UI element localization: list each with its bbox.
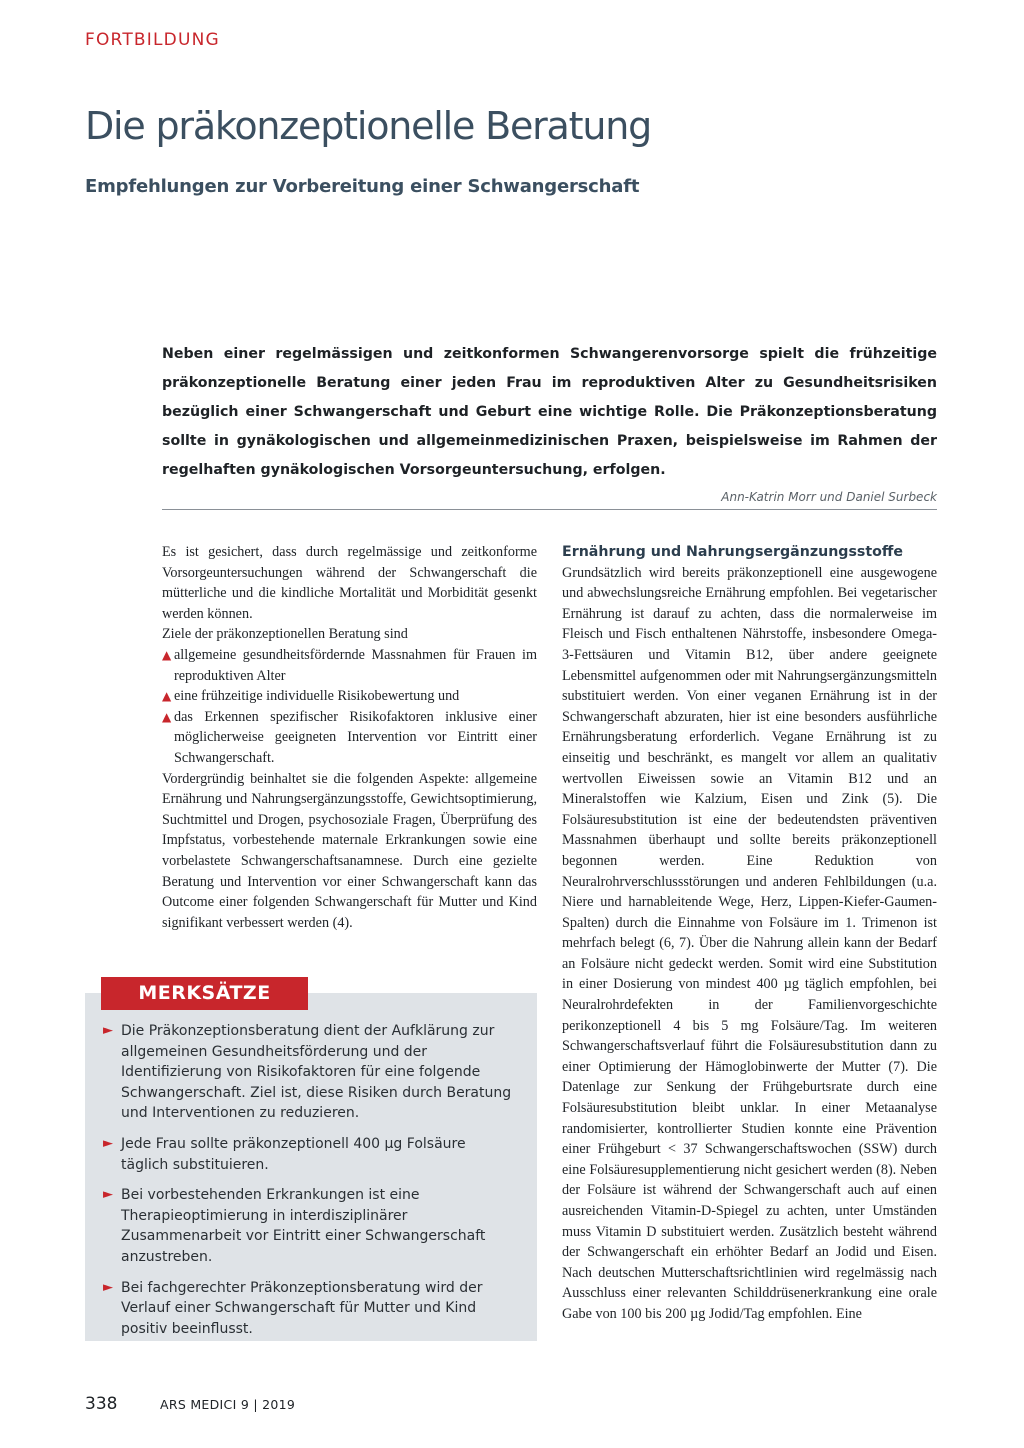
arrow-bullet-icon: ► — [103, 1023, 113, 1038]
goal-text: eine frühzeitige individuelle Risikobewertung und — [174, 688, 460, 705]
goal-text: allgemeine gesundheitsfördernde Massnahmen für Frauen im reproduktiven Alter — [174, 646, 537, 684]
goal-item — [162, 707, 537, 769]
intro-paragraph: Es ist gesichert, dass durch regelmässige und zeitkonforme Vorsorgeuntersuchungen während der Schwangerschaft die mütterliche und die kindliche Mortalität und Morbidität gesenkt werden können. — [162, 544, 537, 622]
authors-line: Ann-Katrin Morr und Daniel Surbeck — [721, 490, 937, 504]
page-number: 338 — [85, 1394, 118, 1414]
article-title: Die präkonzeptionelle Beratung — [85, 104, 652, 148]
keypoints-label: MERKSÄTZE — [101, 977, 308, 1010]
keypoint-text: Bei fachgerechter Präkonzeptionsberatung wird der Verlauf einer Schwangerschaft für Mutter und Kind positiv beeinflusst. — [121, 1279, 483, 1337]
keypoint-item — [103, 1021, 515, 1124]
left-column — [162, 542, 537, 933]
article-subtitle: Empfehlungen zur Vorbereitung einer Schwangerschaft — [85, 176, 640, 197]
triangle-bullet-icon: ▲ — [162, 647, 172, 662]
arrow-bullet-icon: ► — [103, 1187, 113, 1203]
divider — [162, 509, 937, 510]
keypoint-item — [103, 1134, 515, 1175]
goal-text: das Erkennen spezifischer Risikofaktoren inklusive einer möglicherweise geeigneten Intervention vor Eintritt einer Schwangerschaft. — [174, 708, 537, 766]
lead-paragraph: Neben einer regelmässigen und zeitkonformen Schwangerenvorsorge spielt die frühzeitige präkonzeptionelle Beratung einer jeden Frau im reproduktiven Alter zu Gesundheitsrisiken bezüglich einer Schwangerschaft und Geburt eine wichtige Rolle. Die Präkonzeptionsberatung sollte in gynäkologischen und allgemeinmedizinischen Praxen, beispielsweise im Rahmen der regelhaften gynäkologischen Vorsorgeuntersuchung, erfolgen. — [162, 346, 937, 478]
triangle-bullet-icon: ▲ — [162, 709, 172, 724]
section-label: FORTBILDUNG — [85, 30, 220, 50]
keypoint-text: Bei vorbestehenden Erkrankungen ist eine Therapieoptimierung in interdisziplinärer Zusammenarbeit vor Eintritt einer Schwangerschaft anzustreben. — [121, 1187, 486, 1265]
nutrition-heading: Ernährung und Nahrungsergänzungsstoffe — [562, 544, 903, 560]
keypoint-text: Jede Frau sollte präkonzeptionell 400 µg Folsäure täglich substituieren. — [121, 1135, 466, 1173]
goal-item — [162, 645, 537, 686]
keypoint-text: Die Präkonzeptionsberatung dient der Aufklärung zur allgemeinen Gesundheitsförderung und der Identifizierung von Risikofaktoren für eine folgende Schwangerschaft. Ziel ist, diese Risiken durch Beratung und Interventionen zu reduzieren. — [121, 1023, 512, 1122]
nutrition-paragraph: Grundsätzlich wird bereits präkonzeptionell eine ausgewogene und abwechslungsreiche Ernährung empfohlen. Bei vegetarischer Ernährung ist darauf zu achten, dass die normalerweise im Fleisch und Fisch enthaltenen Nährstoffe, insbesondere Omega-3-Fettsäuren und Vitamin B12, über andere geeignete Lebensmittel aufgenommen oder mit Nahrungsergänzungsmitteln substituiert werden. Von einer veganen Ernährung ist in der Schwangerschaft abzuraten, hier ist eine besonders ausführliche Ernährungsberatung erforderlich. Vegane Ernährung ist zu einseitig und beschränkt, es mangelt vor allem an qualitativ wertvollen Eiweissen sowie an Vitamin B12 und an Mineralstoffen wie Kalzium, Eisen und Zink (5). Die Folsäuresubstitution ist eine der bedeutendsten präventiven Massnahmen überhaupt und sollte bereits präkonzeptionell begonnen werden. Eine Reduktion von Neuralrohrverschlussstörungen und anderen Fehlbildungen (u.a. Niere und harnableitende Wege, Herz, Lippen-Kiefer-Gaumen-Spalten) durch die Einnahme von Folsäure im 1. Trimenon ist mehrfach belegt (6, 7). Über die Nahrung allein kann der Bedarf an Folsäure nicht gedeckt werden. Somit wird eine Substitution in einer Dosierung von mindest 400 µg täglich empfohlen, bei Neuralrohrdefekten in der Familienvorgeschichte perikonzeptionell 4 bis 5 mg Folsäure/Tag. Im weiteren Schwangerschaftsverlauf führt die Folsäuresubstitution dann zu einer Optimierung der Hämoglobinwerte der Mutter (7). Die Datenlage zur Senkung der Frühgeburtsrate durch eine Folsäuresubstitution bleibt unklar. In einer Metaanalyse randomisierter, kontrollierter Studien konnte eine Prävention einer Frühgeburt < 37 Schwangerschaftswochen (SSW) durch eine Folsäuresupplementierung nicht gesichert werden (8). Neben der Folsäure ist während der Schwangerschaft auch auf einen ausreichenden Vitamin-D-Spiegel zu achten, unter Umständen muss Vitamin D substituiert werden. Zusätzlich besteht während der Schwangerschaft ein erhöhter Bedarf an Jodid und Eisen. Nach deutschen Mutterschaftsrichtlinien wird regelmässig nach Ausschluss einer relevanten Schilddrüsenerkrankung eine orale Gabe von 100 bis 200 µg Jodid/Tag empfohlen. Eine — [562, 564, 937, 1322]
arrow-bullet-icon: ► — [103, 1279, 113, 1295]
arrow-bullet-icon: ► — [103, 1135, 113, 1151]
keypoint-item — [103, 1185, 515, 1267]
journal-issue: ARS MEDICI 9 | 2019 — [160, 1397, 296, 1412]
goals-list — [162, 645, 537, 769]
right-column — [562, 542, 937, 1325]
keypoint-item — [103, 1278, 515, 1340]
goal-item — [162, 686, 537, 707]
aspects-paragraph: Vordergründig beinhaltet sie die folgenden Aspekte: allgemeine Ernährung und Nahrungsergänzungsstoffe, Gewichtsoptimierung, Suchtmittel und Drogen, psychosoziale Fragen, Überprüfung des Impfstatus, vorbestehende maternale Erkrankungen sowie eine vorbelastete Schwangerschaftsanamnese. Durch eine gezielte Beratung und Intervention vor einer Schwangerschaft kann das Outcome einer folgenden Schwangerschaft für Mutter und Kind signifikant verbessert werden (4). — [162, 770, 537, 931]
keypoints-list — [103, 1021, 515, 1349]
triangle-bullet-icon: ▲ — [162, 689, 172, 704]
goals-heading: Ziele der präkonzeptionellen Beratung sind — [162, 626, 408, 643]
